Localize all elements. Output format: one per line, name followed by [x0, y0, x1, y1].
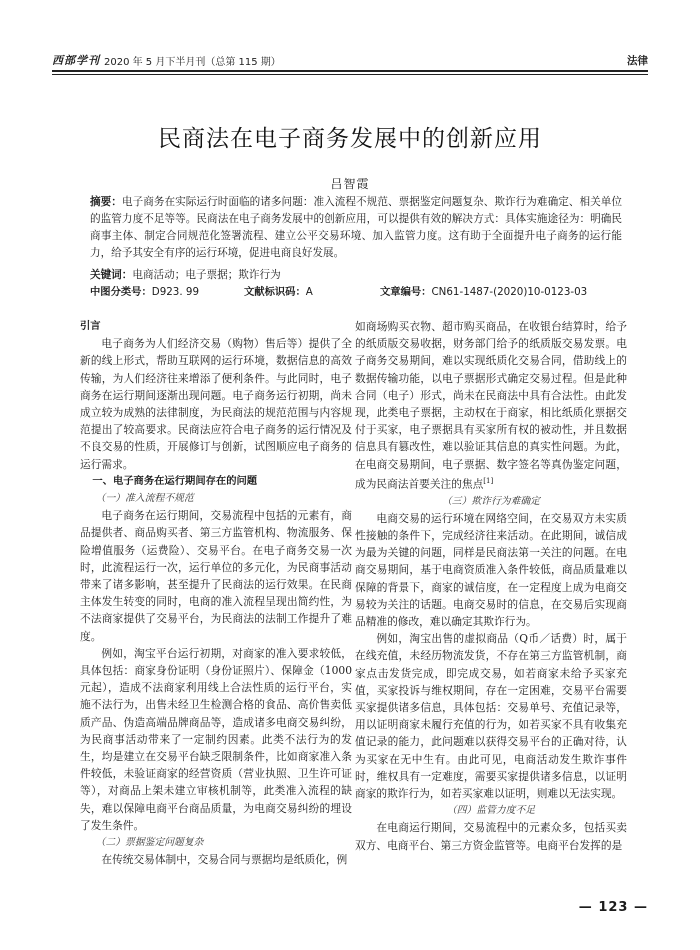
subsection-2-paragraph: [80, 851, 352, 868]
section-1-heading: 一、电子商务在运行期间存在的问题: [92, 474, 258, 487]
article-label: 文章编号：: [380, 286, 432, 298]
clc-number: [90, 284, 199, 301]
journal-issue: 2020 年 5 月下半月刊（总第 115 期）: [104, 56, 281, 68]
article-number: [380, 284, 587, 301]
classification-line: [90, 284, 622, 301]
subsection-2-text: 在传统交易体制中，交易合同与票据均是纸质化，例: [101, 853, 348, 867]
article-value: CN61-1487-(2020)10-0123-03: [431, 286, 588, 298]
subsection-3-paragraph-1: 电商交易的运行环境在网络空间，在交易双方未实质性接触的条件下，完成经济往来活动。在此期间，诚信成为最为关键的问题，同样是民商法第一关注的问题。在电商交易期间，基于电商资质准入条件较低，商品质量难以保障的背景下，商家的诚信度，在一定程度上成为电商交易较为关注的话题。电商交易时的信息，在交易后实现商品精准的修改，难以确定其欺诈行为。: [355, 511, 627, 629]
subsection-1-paragraph-2: 例如，淘宝平台运行初期，对商家的准入要求较低，具体包括：商家身份证明（身份证照片）、保障金（1000元起），造成不法商家利用线上合法性质的运行平台，实施不法行为，出售未经卫生检测合格的食品、高价售卖低质产品、伪造高端品牌商品等，造成诸多电商交易纠纷，为民商事活动带来了一定制约因素。此类不法行为的发生，均是建立在交易平台缺乏限制条件，比如商家准入条件较低，未验证商家的经营资质（营业执照、卫生许可证等），对商品上架未建立审核机制等，此类准入流程的缺失，难以保障电商平台商品质量，为电商交易纠纷的埋设了发生条件。: [80, 646, 352, 832]
running-header: [52, 52, 648, 68]
header-rule-thick: [52, 70, 648, 72]
abstract: [90, 194, 622, 262]
subsection-4-heading: （四）监管力度不足: [446, 805, 536, 817]
subsection-3-paragraph-2: 例如，淘宝出售的虚拟商品（Q币／话费）时，属于在线充值，未经历物流发货，不存在第三方监管机制，商家点击发货完成，即完成交易，如若商家未给予买家充值，买家投诉与维权期间，存在一定困难，交易平台需要买家提供诸多信息，具体包括：交易单号、充值记录等，用以证明商家未履行充值的行为，如若买家不具有收集充值记录的能力，此问题难以获得交易平台的正确对待，认为买家在无中生有。由此可见，电商活动发生欺诈事件时，维权具有一定难度，需要买家提供诸多信息，以证明商家的欺诈行为，如若买家难以证明，则难以无法实现。: [355, 632, 627, 801]
doc-label: 文献标识码：: [244, 286, 306, 298]
keywords-label: 关键词：: [90, 269, 133, 281]
doc-value: A: [305, 286, 313, 298]
subsection-2-text-continued: 如商场购买衣物、超市购买商品，在收银台结算时，给予的纸质版交易收据，财务部门给予的纸质版交易发票。电子商务交易期间，难以实现纸质化交易合同，借助线上的数据传输功能，以电子票据形式确定交易过程。但是此种合同（电子）形式，尚未在民商法中具有合法性。由此发现，此类电子票据，主动权在于商家，相比纸质化票据交付于买家，电子票据具有买家所有权的被动性，并且数据信息具有篡改性，难以验证其信息的真实性问题。为此，在电商交易期间，电子票据、数字签名等真伪鉴定问题，成为民商法首要关注的焦点: [355, 320, 627, 491]
article-author: 吕智霞: [330, 177, 370, 191]
subsection-1-paragraph-1: 电子商务在运行期间，交易流程中包括的元素有，商品提供者、商品购买者、第三方监管机构、物流服务、保险增值服务（运费险）、交易平台。在电子商务交易一次时，此流程运行一次，运行单位的多元化，为民商事活动带来了诸多影响，甚至提升了民商法的运行效果。在民商主体发生转变的同时，电商的准入流程呈现出简约性，为不法商家提供了交易平台，为民商法的法制工作提升了难度。: [80, 509, 352, 643]
subsection-4-paragraph: 在电商运行期间，交易流程中的元素众多，包括买卖双方、电商平台、第三方资金监管等。电商平台发挥的是: [355, 821, 627, 852]
intro-heading: 引言: [80, 320, 101, 332]
intro-paragraph: 电子商务为人们经济交易（购物）售后等）提供了全新的线上形式，帮助互联网的运行环境，数据信息的高效传输，为人们经济往来增添了便利条件。与此同时，电子商务在运行期间逐渐出现问题。电子商务运行初期，尚未成立较为成熟的法律制度，为民商法的规范范围与内容规范提出了较高要求。民商法应符合电子商务的运行情况及不良交易的性质，开展修订与创新，试图顺应电子商务的运行需求。: [80, 337, 352, 471]
journal-info: [52, 52, 281, 68]
document-code: [244, 284, 313, 301]
abstract-text: 电子商务在实际运行时面临的诸多问题：准入流程不规范、票据鉴定问题复杂、欺诈行为难确定、相关单位的监管力度不足等等。民商法在电子商务发展中的创新应用，可以提供有效的解决方式：具体实施途径为：明确民商事主体、制定合同规范化签署流程、建立公平交易环境、加入监管力度。这有助于全面提升电子商务的运行能力，给予其安全有序的运行环境，促进电商良好发展。: [90, 196, 623, 259]
clc-value: D923. 99: [151, 286, 200, 298]
keywords-text: 电商活动；电子票据；欺诈行为: [132, 269, 281, 281]
subsection-2-paragraph-continued: [355, 318, 627, 493]
subsection-3-heading: （三）欺诈行为难确定: [442, 495, 540, 507]
subsection-2-heading: （二）票据鉴定问题复杂: [95, 837, 204, 849]
section-label: 法律: [627, 54, 648, 67]
article-title: 民商法在电子商务发展中的创新应用: [158, 126, 542, 152]
body-column-right: [355, 318, 627, 854]
keywords: [90, 267, 622, 284]
header-rule-thin: [52, 74, 648, 75]
body-column-left: [80, 318, 352, 869]
abstract-label: 摘要：: [90, 196, 122, 208]
journal-logo: 西部学刊: [52, 54, 100, 67]
clc-label: 中图分类号：: [90, 286, 152, 298]
reference-marker: [1]: [483, 476, 494, 485]
subsection-1-heading: （一）准入流程不规范: [95, 493, 194, 505]
page-number: — 123 —: [578, 900, 648, 915]
